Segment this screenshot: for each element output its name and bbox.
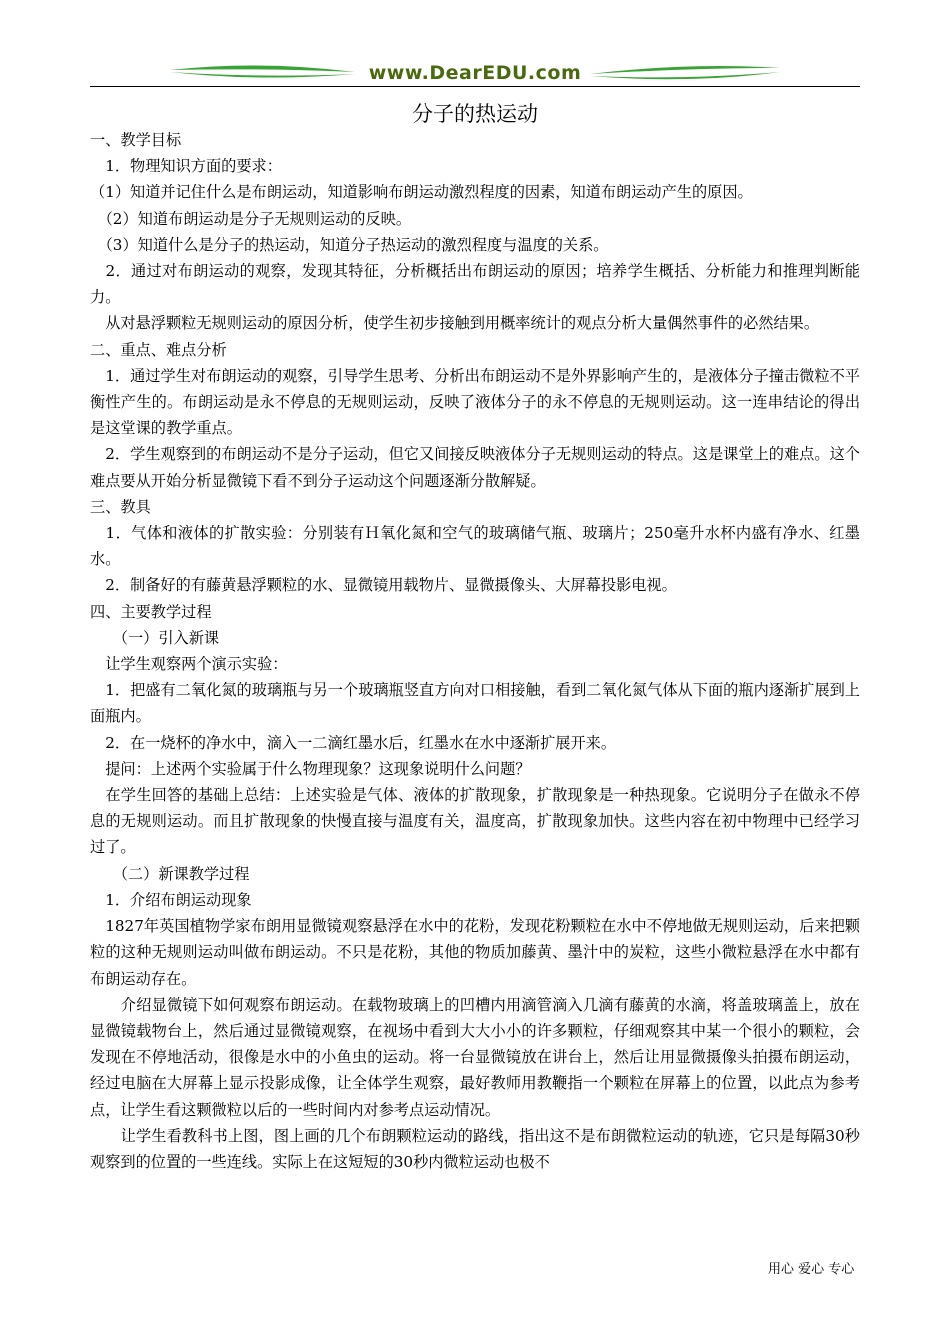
paragraph: 提问：上述两个实验属于什么物理现象？这现象说明什么问题？	[90, 759, 531, 778]
document-title: 分子的热运动	[412, 102, 538, 126]
paragraph: 从对悬浮颗粒无规则运动的原因分析，使学生初步接触到用概率统计的观点分析大量偶然事件的必然结果。	[90, 314, 819, 333]
page-header	[90, 58, 860, 92]
paragraph: （2）知道布朗运动是分子无规则运动的反映。	[90, 209, 412, 228]
paragraph: 2．制备好的有藤黄悬浮颗粒的水、显微镜用载物片、显微摄像头、大屏幕投影电视。	[90, 576, 677, 595]
paragraph: 1．介绍布朗运动现象	[90, 890, 252, 909]
paragraph: （二）新课教学过程	[90, 864, 250, 883]
paragraph: 在学生回答的基础上总结：上述实验是气体、液体的扩散现象，扩散现象是一种热现象。它说明分子在做永不停息的无规则运动。而且扩散现象的快慢直接与温度有关，温度高，扩散现象加快。这些内容在初中物理中已经学习过了。	[90, 786, 860, 857]
paragraph: 2．通过对布朗运动的观察，发现其特征，分析概括出布朗运动的原因；培养学生概括、分析能力和推理判断能力。	[90, 262, 860, 307]
paragraph: 四、主要教学过程	[90, 602, 212, 621]
paragraph: 1．通过学生对布朗运动的观察，引导学生思考、分析出布朗运动不是外界影响产生的，是液体分子撞击微粒不平衡性产生的。布朗运动是永不停息的无规则运动，反映了液体分子的永不停息的无规则运动。这一连串结论的得出是这堂课的教学重点。	[90, 366, 860, 438]
paragraph: 2．在一烧杯的净水中，滴入一二滴红墨水后，红墨水在水中逐渐扩展开来。	[90, 733, 617, 752]
paragraph: 1．气体和液体的扩散实验：分别装有Ｈ氧化氮和空气的玻璃储气瓶、玻璃片；250毫升水杯内盛有净水、红墨水。	[90, 524, 860, 569]
paragraph: 二、重点、难点分析	[90, 340, 227, 359]
paragraph: 2．学生观察到的布朗运动不是分子运动，但它又间接反映液体分子无规则运动的特点。这是课堂上的难点。这个难点要从开始分析显微镜下看不到分子运动这个问题逐渐分散解疑。	[90, 445, 860, 490]
paragraph: （1）知道并记住什么是布朗运动，知道影响布朗运动激烈程度的因素，知道布朗运动产生的原因。	[90, 183, 753, 202]
page-footer: 用心 爱心 专心	[768, 1262, 855, 1277]
header-divider	[90, 86, 860, 87]
paragraph: 1827年英国植物学家布朗用显微镜观察悬浮在水中的花粉，发现花粉颗粒在水中不停地做无规则运动，后来把颗粒的这种无规则运动叫做布朗运动。不只是花粉，其他的物质加藤黄、墨汁中的炭粒，这些小微粒悬浮在水中都有布朗运动存在。	[90, 917, 860, 988]
paragraph: 三、教具	[90, 497, 151, 516]
paragraph: 介绍显微镜下如何观察布朗运动。在载物玻璃上的凹槽内用滴管滴入几滴有藤黄的水滴，将盖玻璃盖上，放在显微镜载物台上，然后通过显微镜观察，在视场中看到大大小小的许多颗粒，仔细观察其中某一个很小的颗粒，会发现在不停地活动，很像是水中的小鱼虫的运动。将一台显微镜放在讲台上，然后让用显微摄像头拍摄布朗运动，经过电脑在大屏幕上显示投影成像，让全体学生观察，最好教师用教鞭指一个颗粒在屏幕上的位置，以此点为参考点，让学生看这颗微粒以后的一些时间内对参考点运动情况。	[90, 995, 860, 1119]
paragraph: （一）引入新课	[90, 628, 220, 647]
site-logo-text: www.DearEDU.com	[368, 62, 582, 84]
paragraph: 一、教学目标	[90, 131, 182, 149]
paragraph: 1．把盛有二氧化氮的玻璃瓶与另一个玻璃瓶竖直方向对口相接触，看到二氧化氮气体从下面的瓶内逐渐扩展到上面瓶内。	[90, 681, 860, 726]
paragraph: 让学生观察两个演示实验：	[90, 655, 288, 674]
document-body	[90, 127, 860, 1175]
paragraph: 1．物理知识方面的要求：	[90, 157, 282, 176]
paragraph: 让学生看教科书上图，图上画的几个布朗颗粒运动的路线，指出这不是布朗微粒运动的轨迹，它只是每隔30秒观察到的位置的一些连线。实际上在这短短的30秒内微粒运动也极不	[90, 1126, 860, 1171]
paragraph: （3）知道什么是分子的热运动，知道分子热运动的激烈程度与温度的关系。	[90, 235, 609, 254]
